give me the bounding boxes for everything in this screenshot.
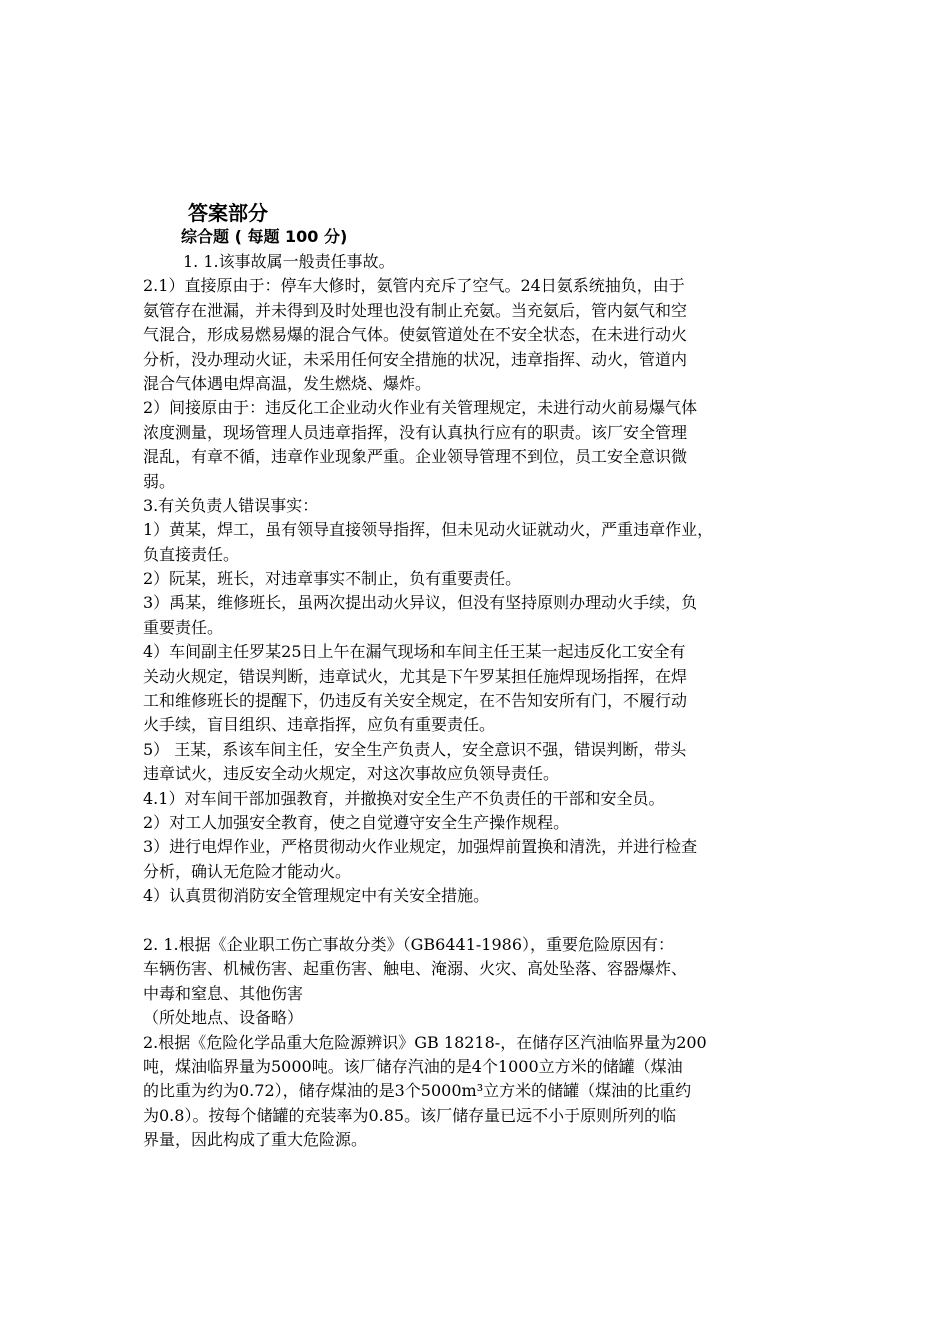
text-line: 关动火规定，错误判断，违章试火，尤其是下午罗某担任施焊现场指挥，在焊 — [143, 666, 688, 686]
blank-line — [143, 909, 823, 933]
text-line: 工和维修班长的提醒下，仍违反有关安全规定，在不告知安所有门，不履行动 — [143, 691, 688, 711]
text-line: 5） 王某，系该车间主任，安全生产负责人，安全意识不强，错误判断，带头 — [143, 739, 687, 759]
text-line: 3）进行电焊作业，严格贯彻动火作业规定，加强焊前置换和清洗，并进行检查 — [143, 837, 698, 857]
text-line: 3.有关负责人错误事实： — [143, 495, 319, 515]
text-line: 4）认真贯彻消防安全管理规定中有关安全措施。 — [143, 886, 490, 906]
text-line: 浓度测量，现场管理人员违章指挥，没有认真执行应有的职责。该厂安全管理 — [143, 422, 688, 442]
text-line: 3）禹某，维修班长，虽两次提出动火异议，但没有坚持原则办理动火手续，负 — [143, 593, 698, 613]
text-line: 2. 1.根据《企业职工伤亡事故分类》（GB6441-1986），重要危险原因有： — [143, 934, 675, 954]
text-line: 氨管存在泄漏，并未得到及时处理也没有制止充氨。当充氨后，管内氨气和空 — [143, 300, 688, 320]
text-line: 2）阮某，班长，对违章事实不制止，负有重要责任。 — [143, 569, 522, 589]
section-heading: 综合题 ( 每题 100 分) — [181, 227, 348, 246]
page-title: 答案部分 — [188, 201, 268, 225]
text-line: 2）对工人加强安全教育，使之自觉遵守安全生产操作规程。 — [143, 812, 570, 832]
text-line: 2.根据《危险化学品重大危险源辨识》GB 18218-，在储存区汽油临界量为200 — [143, 1032, 707, 1052]
text-line: 的比重为约为0.72），储存煤油的是3个5000m³立方米的储罐（煤油的比重约 — [143, 1081, 692, 1101]
text-line: 分析，没办理动火证，未采用任何安全措施的状况，违章指挥、动火，管道内 — [143, 349, 688, 369]
text-line: 分析，确认无危险才能动火。 — [143, 861, 352, 881]
text-line: 2.1）直接原由于：停车大修时，氨管内充斥了空气。24日氨系统抽负，由于 — [143, 276, 685, 296]
text-line: （所处地点、设备略） — [143, 1008, 304, 1028]
text-line: 车辆伤害、机械伤害、起重伤害、触电、淹溺、火灾、高处坠落、容器爆炸、 — [143, 959, 688, 979]
text-line: 混乱，有章不循，违章作业现象严重。企业领导管理不到位，员工安全意识微 — [143, 447, 688, 467]
text-line: 1. 1.该事故属一般责任事故。 — [183, 252, 395, 271]
text-line: 弱。 — [143, 471, 176, 491]
text-line: 火手续，盲目组织、违章指挥，应负有重要责任。 — [143, 715, 496, 735]
text-line: 混合气体遇电焊高温，发生燃烧、爆炸。 — [143, 373, 432, 393]
text-line: 吨，煤油临界量为5000吨。该厂储存汽油的是4个1000立方米的储罐（煤油 — [143, 1056, 683, 1076]
text-line: 界量，因此构成了重大危险源。 — [143, 1130, 368, 1150]
text-line: 2）间接原由于：违反化工企业动火作业有关管理规定，未进行动火前易爆气体 — [143, 398, 698, 418]
text-line: 1）黄某，焊工，虽有领导直接领导指挥，但未见动火证就动火，严重违章作业， — [143, 520, 714, 540]
text-line: 违章试火，违反安全动火规定，对这次事故应负领导责任。 — [143, 764, 560, 784]
text-line: 负直接责任。 — [143, 544, 240, 564]
text-line: 为0.8）。按每个储罐的充装率为0.85。该厂储存量已远不小于原则所列的临 — [143, 1105, 677, 1125]
text-line: 4.1）对车间干部加强教育，并撤换对安全生产不负责任的干部和安全员。 — [143, 788, 665, 808]
text-line: 4）车间副主任罗某25日上午在漏气现场和车间主任王某一起违反化工安全有 — [143, 642, 686, 662]
text-line: 重要责任。 — [143, 617, 224, 637]
text-line: 气混合，形成易燃易爆的混合气体。使氨管道处在不安全状态，在未进行动火 — [143, 325, 688, 345]
text-line: 中毒和窒息、其他伤害 — [143, 983, 304, 1003]
answer-body — [143, 250, 823, 1152]
